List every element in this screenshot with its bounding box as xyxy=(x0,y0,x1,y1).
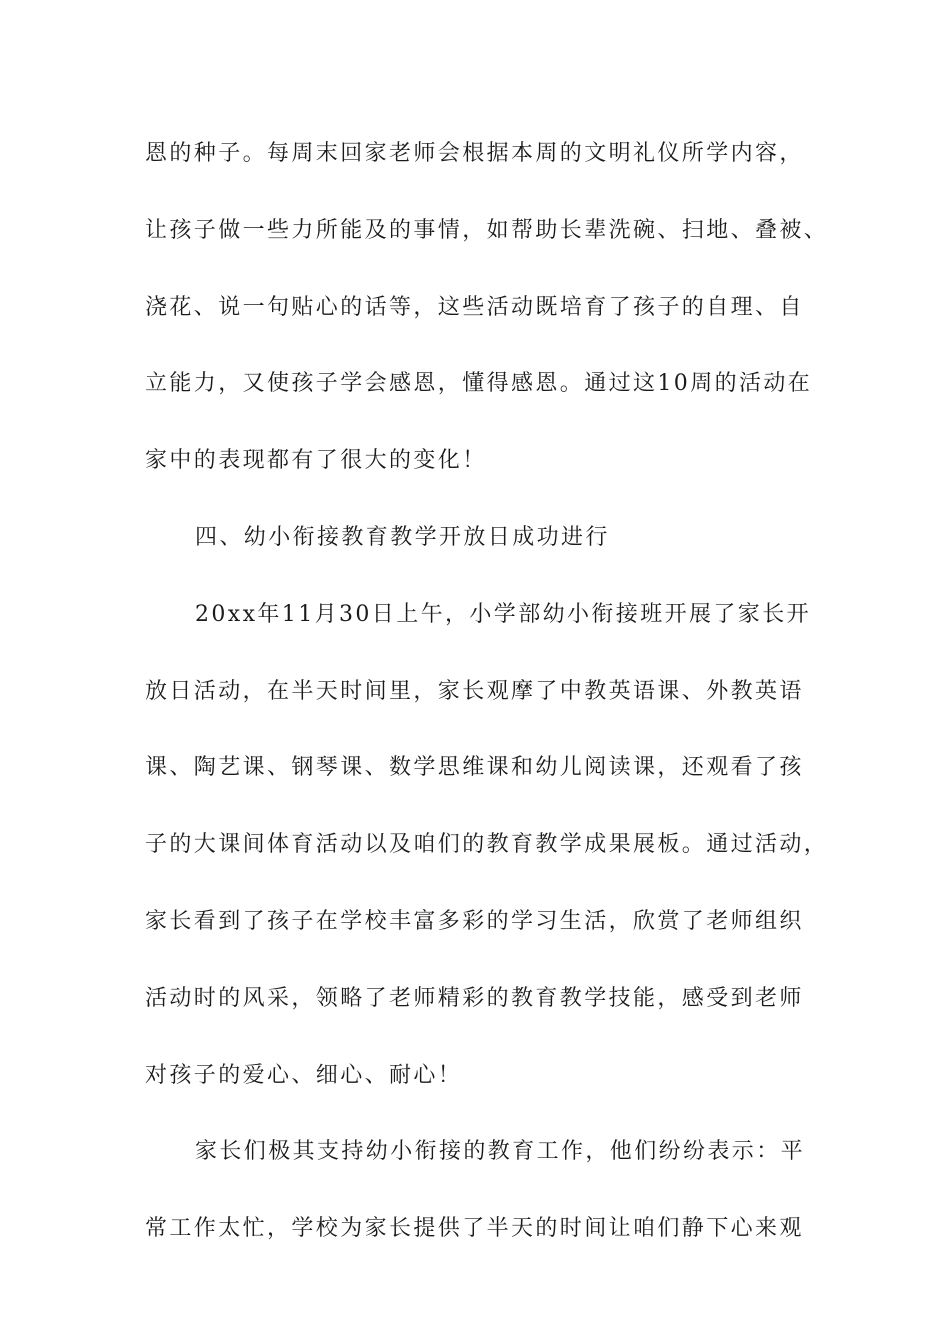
text-line: 恩的种子。每周末回家老师会根据本周的文明礼仪所学内容， xyxy=(145,141,804,166)
text-line: 对孩子的爱心、细心、耐心！ xyxy=(145,1062,463,1088)
text-line: 子的大课间体育活动以及咱们的教育教学成果展板。通过活动， xyxy=(145,832,829,858)
text-line: 家中的表现都有了很大的变化！ xyxy=(145,448,487,474)
text-line: 立能力，又使孩子学会感恩，懂得感恩。通过这10周的活动在 xyxy=(145,371,813,397)
text-line: 20xx年11月30日上午，小学部幼小衔接班开展了家长开 xyxy=(195,601,811,627)
text-line: 课、陶艺课、钢琴课、数学思维课和幼儿阅读课，还观看了孩 xyxy=(145,755,804,781)
text-line: 放日活动，在半天时间里，家长观摩了中教英语课、外教英语 xyxy=(145,678,804,704)
text-line: 常工作太忙，学校为家长提供了半天的时间让咱们静下心来观 xyxy=(145,1216,804,1242)
document-body xyxy=(145,132,829,1284)
text-line: 让孩子做一些力所能及的事情，如帮助长辈洗碗、扫地、叠被、 xyxy=(145,217,829,243)
text-line: 家长们极其支持幼小衔接的教育工作，他们纷纷表示：平 xyxy=(195,1139,806,1165)
text-line: 活动时的风采，领略了老师精彩的教育教学技能，感受到老师 xyxy=(145,985,804,1011)
text-line: 浇花、说一句贴心的话等，这些活动既培育了孩子的自理、自 xyxy=(145,294,804,320)
text-line: 家长看到了孩子在学校丰富多彩的学习生活，欣赏了老师组织 xyxy=(145,908,804,934)
section-heading: 四、幼小衔接教育教学开放日成功进行 xyxy=(195,524,610,550)
